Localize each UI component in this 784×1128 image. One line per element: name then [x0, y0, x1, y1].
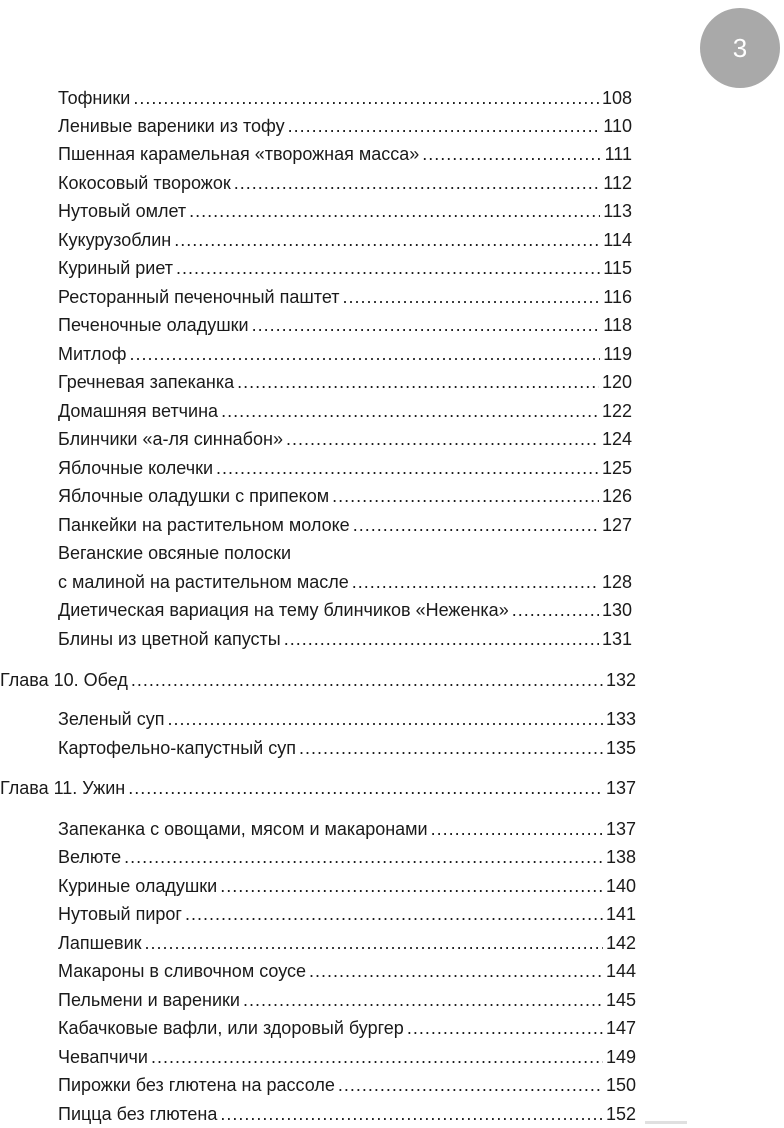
toc-entry[interactable]: [58, 818, 636, 840]
toc-entry-title: Ленивые вареники из тофу: [58, 116, 285, 136]
toc-leader-dots: [422, 143, 601, 165]
toc-entry-page: 111: [604, 144, 632, 164]
toc-entry[interactable]: [58, 200, 632, 222]
toc-entry-title: Пшенная карамельная «творожная масса»: [58, 144, 420, 164]
page-edge-mark: [645, 1121, 687, 1124]
page-number-badge: [700, 8, 780, 88]
toc-entry-page: 113: [603, 201, 632, 221]
toc-entry-page: 131: [601, 629, 632, 649]
toc-entry-page: 149: [605, 1047, 636, 1067]
toc-leader-dots: [131, 669, 603, 691]
toc-entry[interactable]: [58, 737, 636, 759]
toc-leader-dots: [332, 485, 599, 507]
toc-entry-title: Кабачковые вафли, или здоровый бургер: [58, 1018, 404, 1038]
toc-entry-title: Панкейки на растительном молоке: [58, 515, 350, 535]
toc-leader-dots: [407, 1017, 603, 1039]
toc-entry[interactable]: [58, 1103, 636, 1125]
toc-entry-title: Чевапчичи: [58, 1047, 148, 1067]
toc-entry-title: Картофельно-капустный суп: [58, 738, 296, 758]
toc-entry-page: 133: [605, 709, 636, 729]
toc-entry-title: Кокосовый творожок: [58, 173, 231, 193]
toc-chapter-heading[interactable]: [0, 777, 636, 799]
toc-leader-dots: [174, 229, 600, 251]
toc-entry-title: Ресторанный печеночный паштет: [58, 287, 340, 307]
toc-entry[interactable]: [58, 989, 636, 1011]
toc-leader-dots: [151, 1046, 603, 1068]
toc-entry-title: Печеночные оладушки: [58, 315, 249, 335]
toc-entry-page: 112: [603, 173, 632, 193]
toc-entry-title: Пирожки без глютена на рассоле: [58, 1075, 335, 1095]
toc-entry-page: 115: [603, 258, 632, 278]
toc-leader-dots: [145, 932, 603, 954]
toc-entry-page: 130: [601, 600, 632, 620]
toc-chapter-title: Глава 11. Ужин: [0, 778, 126, 798]
toc-entry[interactable]: [58, 875, 636, 897]
toc-entry-title: Велюте: [58, 847, 122, 867]
toc-entry-title-line: Веганские овсяные полоски: [58, 543, 292, 563]
toc-entry-page: 152: [605, 1104, 636, 1124]
toc-entry[interactable]: [58, 314, 632, 336]
toc-entry[interactable]: [58, 846, 636, 868]
toc-leader-dots: [352, 571, 599, 593]
toc-leader-dots: [338, 1074, 603, 1096]
toc-entry-page: 128: [601, 572, 632, 592]
toc-leader-dots: [431, 818, 603, 840]
toc-entry[interactable]: [58, 143, 632, 165]
toc-entry[interactable]: [58, 932, 636, 954]
toc-entry-title: Пицца без глютена: [58, 1104, 218, 1124]
toc-entry-title: Зеленый суп: [58, 709, 165, 729]
toc-entry[interactable]: [58, 115, 632, 137]
toc-entry[interactable]: [58, 343, 632, 365]
toc-entry-page: 124: [601, 429, 632, 449]
toc-leader-dots: [512, 599, 599, 621]
toc-entry[interactable]: [58, 628, 632, 650]
toc-entry-page: 114: [603, 230, 632, 250]
toc-entry-title: Кукурузоблин: [58, 230, 172, 250]
toc-entry[interactable]: [58, 1074, 636, 1096]
toc-leader-dots: [128, 777, 603, 799]
toc-entry-title: Куриный риет: [58, 258, 174, 278]
toc-entry[interactable]: [58, 903, 636, 925]
toc-entry-title: Куриные оладушки: [58, 876, 218, 896]
toc-entry[interactable]: [58, 514, 632, 536]
toc-chapter-page: 137: [605, 778, 636, 798]
toc-entry-page: 116: [603, 287, 632, 307]
toc-entry-title: Гречневая запеканка: [58, 372, 235, 392]
toc-entry[interactable]: [58, 571, 632, 593]
toc-leader-dots: [299, 737, 603, 759]
toc-leader-dots: [288, 115, 601, 137]
toc-entry-title: с малиной на растительном масле: [58, 572, 349, 592]
toc-entry-title: Домашняя ветчина: [58, 401, 219, 421]
toc-entry-page: 144: [605, 961, 636, 981]
toc-entry[interactable]: [58, 400, 632, 422]
toc-entry-page: 145: [605, 990, 636, 1010]
toc-leader-dots: [284, 628, 599, 650]
toc-leader-dots: [129, 343, 600, 365]
toc-leader-dots: [237, 371, 599, 393]
toc-entry-page: 120: [601, 372, 632, 392]
toc-leader-dots: [185, 903, 603, 925]
toc-entry-page: 125: [601, 458, 632, 478]
toc-entry[interactable]: [58, 428, 632, 450]
toc-entry-page: 150: [605, 1075, 636, 1095]
toc-entry[interactable]: [58, 286, 632, 308]
toc-entry-page: 140: [605, 876, 636, 896]
toc-leader-dots: [216, 457, 599, 479]
toc-entry[interactable]: [58, 172, 632, 194]
toc-entry-page: 142: [605, 933, 636, 953]
toc-leader-dots: [243, 989, 603, 1011]
toc-entry-title: Митлоф: [58, 344, 127, 364]
toc-chapter-page: 132: [605, 670, 636, 690]
toc-entry-title: Яблочные колечки: [58, 458, 214, 478]
toc-entry-title: Блинчики «а-ля синнабон»: [58, 429, 283, 449]
toc-entry-page: 141: [605, 904, 636, 924]
toc-entry-title: Блины из цветной капусты: [58, 629, 281, 649]
toc-chapter-heading[interactable]: [0, 669, 636, 691]
toc-leader-dots: [221, 400, 599, 422]
toc-leader-dots: [124, 846, 603, 868]
toc-entry-title: Тофники: [58, 88, 131, 108]
toc-entry-title: Пельмени и вареники: [58, 990, 240, 1010]
toc-entry-title: Макароны в сливочном соусе: [58, 961, 307, 981]
toc-entry-page: 147: [605, 1018, 636, 1038]
toc-leader-dots: [234, 172, 601, 194]
toc-entry[interactable]: [58, 599, 632, 621]
toc-entry-page: 108: [601, 88, 632, 108]
toc-leader-dots: [343, 286, 601, 308]
page-number: 3: [732, 32, 748, 63]
toc-leader-dots: [189, 200, 600, 222]
toc-chapter-title: Глава 10. Обед: [0, 670, 128, 690]
toc-entry-title: Нутовый пирог: [58, 904, 182, 924]
toc-entry[interactable]: [58, 87, 632, 109]
toc-entry[interactable]: [58, 229, 632, 251]
toc-entry-page: 127: [601, 515, 632, 535]
toc-entry[interactable]: [58, 1017, 636, 1039]
toc-entry[interactable]: [58, 960, 636, 982]
toc-leader-dots: [353, 514, 599, 536]
toc-entry-title: Запеканка с овощами, мясом и макаронами: [58, 819, 428, 839]
toc-entry-title: Нутовый омлет: [58, 201, 187, 221]
toc-entry-page: 122: [601, 401, 632, 421]
toc-entry-page: 138: [605, 847, 636, 867]
toc-entry[interactable]: [58, 1046, 636, 1068]
toc-leader-dots: [176, 257, 600, 279]
toc-leader-dots: [220, 875, 603, 897]
toc-entry[interactable]: [58, 485, 632, 507]
toc-leader-dots: [133, 87, 599, 109]
toc-leader-dots: [167, 708, 602, 730]
toc-entry-page: 137: [605, 819, 636, 839]
toc-entry[interactable]: [58, 371, 632, 393]
toc-entry-page: 118: [603, 315, 632, 335]
toc-entry[interactable]: [58, 457, 632, 479]
toc-leader-dots: [220, 1103, 603, 1125]
toc-entry-page: 135: [605, 738, 636, 758]
toc-entry-title: Яблочные оладушки с припеком: [58, 486, 330, 506]
toc-leader-dots: [286, 428, 599, 450]
toc-entry-page: 126: [601, 486, 632, 506]
toc-entry-page: 110: [603, 116, 632, 136]
toc-entry-title: Диетическая вариация на тему блинчиков «Неженка»: [58, 600, 509, 620]
toc-entry[interactable]: [58, 257, 632, 279]
toc-leader-dots: [309, 960, 603, 982]
toc-entry-title: Лапшевик: [58, 933, 142, 953]
toc-entry-page: 119: [603, 344, 632, 364]
toc-entry[interactable]: [58, 708, 636, 730]
toc-leader-dots: [252, 314, 601, 336]
